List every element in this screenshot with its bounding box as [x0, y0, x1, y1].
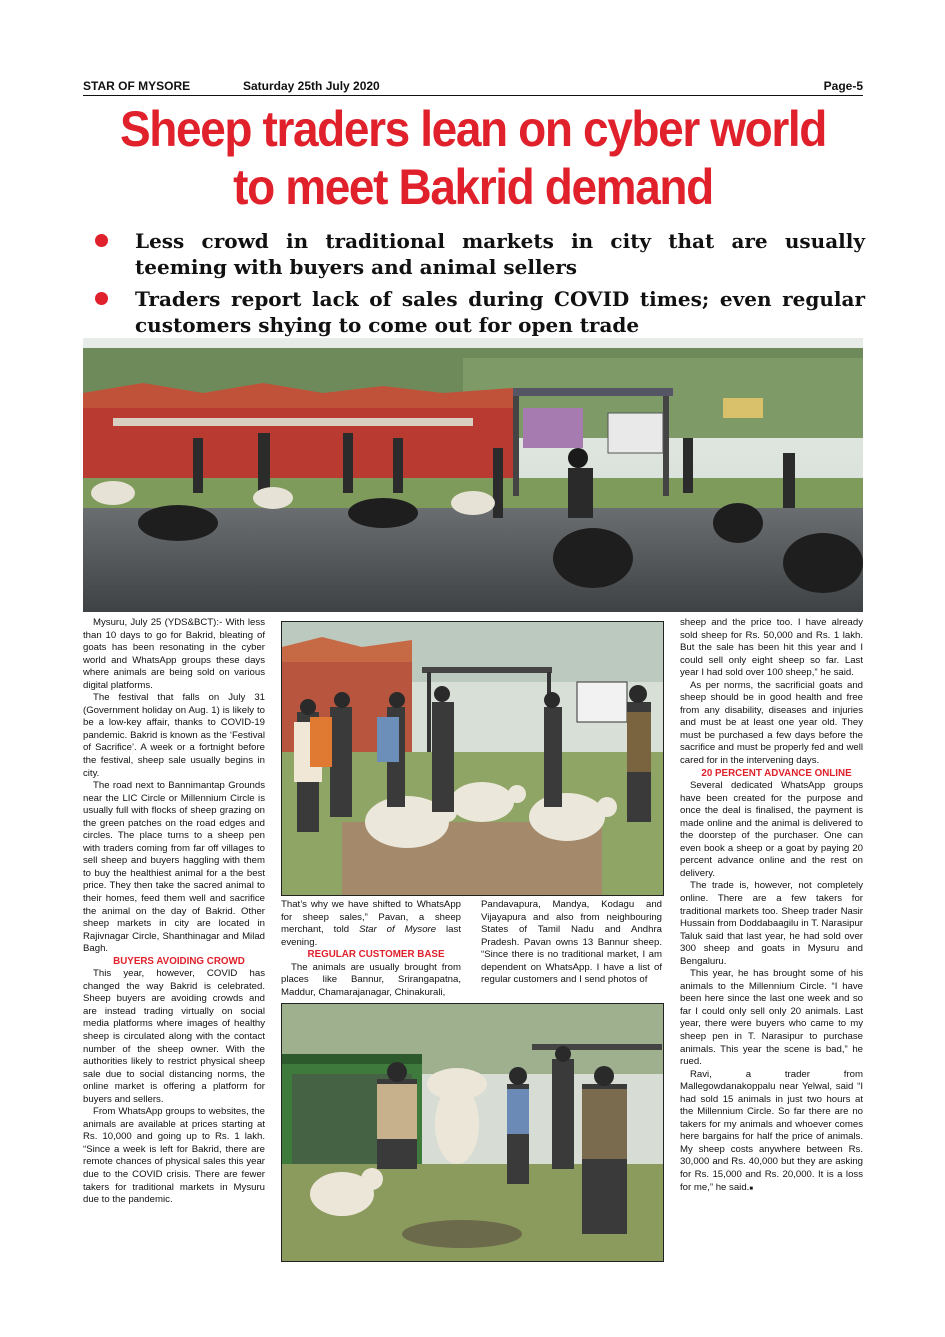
paragraph: The trade is, however, not completely online. There are a few takers for traditional markets too. Sheep trader Nasir Hussain from Doddabaagilu in T. Narasipur Taluk said that last year, he had sold over 300 sheep and goats in Mysuru and Bengaluru.	[680, 880, 863, 967]
paper-name: STAR OF MYSORE	[83, 79, 191, 93]
article-column-2	[281, 899, 461, 999]
subheading-buyers-avoiding-crowd: BUYERS AVOIDING CROWD	[113, 955, 245, 967]
deck-bullet-2	[95, 286, 865, 338]
headline-line-2: to meet Bakrid demand	[233, 159, 713, 215]
paragraph: The animals are usually brought from places like Bannur, Srirangapatna, Maddur, Chamarajanagar, Chinakurali,	[281, 961, 461, 998]
masthead	[83, 79, 863, 96]
paragraph: As per norms, the sacrificial goats and sheep should be in good health and free from any disability, diseases and injuries and must be at least one year old. They must be purchased a few days before the sacrifice and must be properly fed and well cared for in the intervening days.	[680, 679, 863, 767]
article-column-3	[481, 899, 662, 987]
bullet-icon	[95, 234, 108, 247]
headline-line-1: Sheep traders lean on cyber world	[119, 101, 827, 157]
bottom-photo	[281, 1003, 664, 1262]
bullet-icon	[95, 292, 108, 305]
main-photo	[83, 338, 863, 612]
paragraph: Pandavapura, Mandya, Kodagu and Vijayapura and also from neighbouring States of Tamil Nadu and Andhra Pradesh. Pavan owns 13 Bannur sheep. “Since there is no traditional market, I am dependent on WhatsApp. I have a list of regular customers and I send photos of	[481, 899, 662, 986]
end-mark: ■	[749, 1185, 753, 1192]
paragraph-text: Ravi, a trader from Mallegowdanakoppalu near Yelwal, said “I had sold 15 animals in just two hours at the Millennium Circle. So far there are no takers for my animals and whoever comes here bargains for half the price of animals. My sheep costs anywhere between Rs. 30,000 and Rs. 40,000 but they are asking for Rs. 15,000 and Rs. 20,000. It is a loss for me,” he said.	[680, 1068, 863, 1193]
quote-text: That’s why we have shifted to WhatsApp for sheep sales,” Pavan, a sheep merchant, told	[281, 899, 461, 936]
paragraph: The road next to Bannimantap Grounds near the LIC Circle or Millennium Circle is usually full with flocks of sheep grazing on the green patches on the road edges and circles. The place turns to a sheep pen with traders coming from far off villages to sell sheep and buyers haggling with them to buy the healthiest animal for a the best price. They then take the sacred animal to their homes, feed them well and sacrifice the animal on the day of Bakrid. Other sheep markets in city are located in Rajivnagar Circle, Shanthinagar and Milad Bagh.	[83, 780, 265, 955]
sheep-unloading-illustration	[282, 1004, 663, 1261]
middle-photo	[281, 621, 664, 896]
paragraph	[281, 899, 461, 949]
article-column-4	[680, 617, 863, 1195]
paragraph: This year, however, COVID has changed the way Bakrid is celebrated. Sheep buyers are avoiding crowds and are instead trading virtually on social media platforms where images of healthy sheep is circulated along with the contact number of the sheep owner. With the authorities likely to restrict physical sheep sale due to social distancing norms, the online market is offering a platform for buyers and sellers.	[83, 968, 265, 1105]
paragraph: From WhatsApp groups to websites, the animals are available at prices starting at Rs. 10,000 and going up to Rs. 1 lakh. “Since a week is left for Bakrid, there are remote chances of physical sales this year due to the COVID crisis. There are fewer takers for traditional markets in Mysuru due to the pandemic.	[83, 1106, 265, 1206]
headline	[102, 100, 844, 216]
subheading-20-percent-advance-online: 20 PERCENT ADVANCE ONLINE	[701, 767, 852, 779]
paragraph: This year, he has brought some of his animals to the Millennium Circle. “I have been here since the last one week and so far I could only sell only 20 animals. Last year, there were buyers who came to my sheep pen in T. Narasipur to purchase animals. This year the scene is bad,” he rued.	[680, 968, 863, 1068]
road-scene-illustration	[83, 338, 863, 612]
quote-text-end: last evening.	[281, 924, 461, 948]
paragraph: The festival that falls on July 31 (Government holiday on Aug. 1) is likely to be a low-key affair, thanks to COVID-19 pandemic. Bakrid is known as the ‘Festival of Sacrifice’. A week or a fortnight before the festival, sheep sale usually begins in city.	[83, 692, 265, 779]
deck-text-2: Traders report lack of sales during COVID times; even regular customers shying to come out for open trade	[135, 287, 865, 337]
paragraph	[680, 1069, 863, 1195]
article-column-1	[83, 617, 265, 1207]
paragraph: Mysuru, July 25 (YDS&BCT):- With less than 10 days to go for Bakrid, bleating of goats has been resonating in the cyber world and WhatsApp groups these days where animals are being sold on various digital platforms.	[83, 617, 265, 691]
deck-text-1: Less crowd in traditional markets in city that are usually teeming with buyers and animal sellers	[135, 229, 865, 279]
page-number: Page-5	[823, 79, 863, 93]
issue-date: Saturday 25th July 2020	[243, 79, 380, 93]
deck-bullet-1	[95, 228, 865, 280]
sheep-sale-group-illustration	[282, 622, 663, 895]
paragraph: Several dedicated WhatsApp groups have been created for the purpose and once the deal is finalised, the payment is made online and the animal is delivered to the doorstep of the purchaser. One can even book a sheep or a goat by paying 20 percent advance online and the rest on delivery.	[680, 780, 863, 879]
paragraph: sheep and the price too. I have already sold sheep for Rs. 50,000 and Rs. 1 lakh. But the sale has been hit this year and I could sell only eight sheep so far. Last year I had sold over 100 sheep,” he said.	[680, 617, 863, 679]
subheading-regular-customer-base: REGULAR CUSTOMER BASE	[307, 949, 445, 961]
publication-name: Star of Mysore	[359, 924, 437, 936]
